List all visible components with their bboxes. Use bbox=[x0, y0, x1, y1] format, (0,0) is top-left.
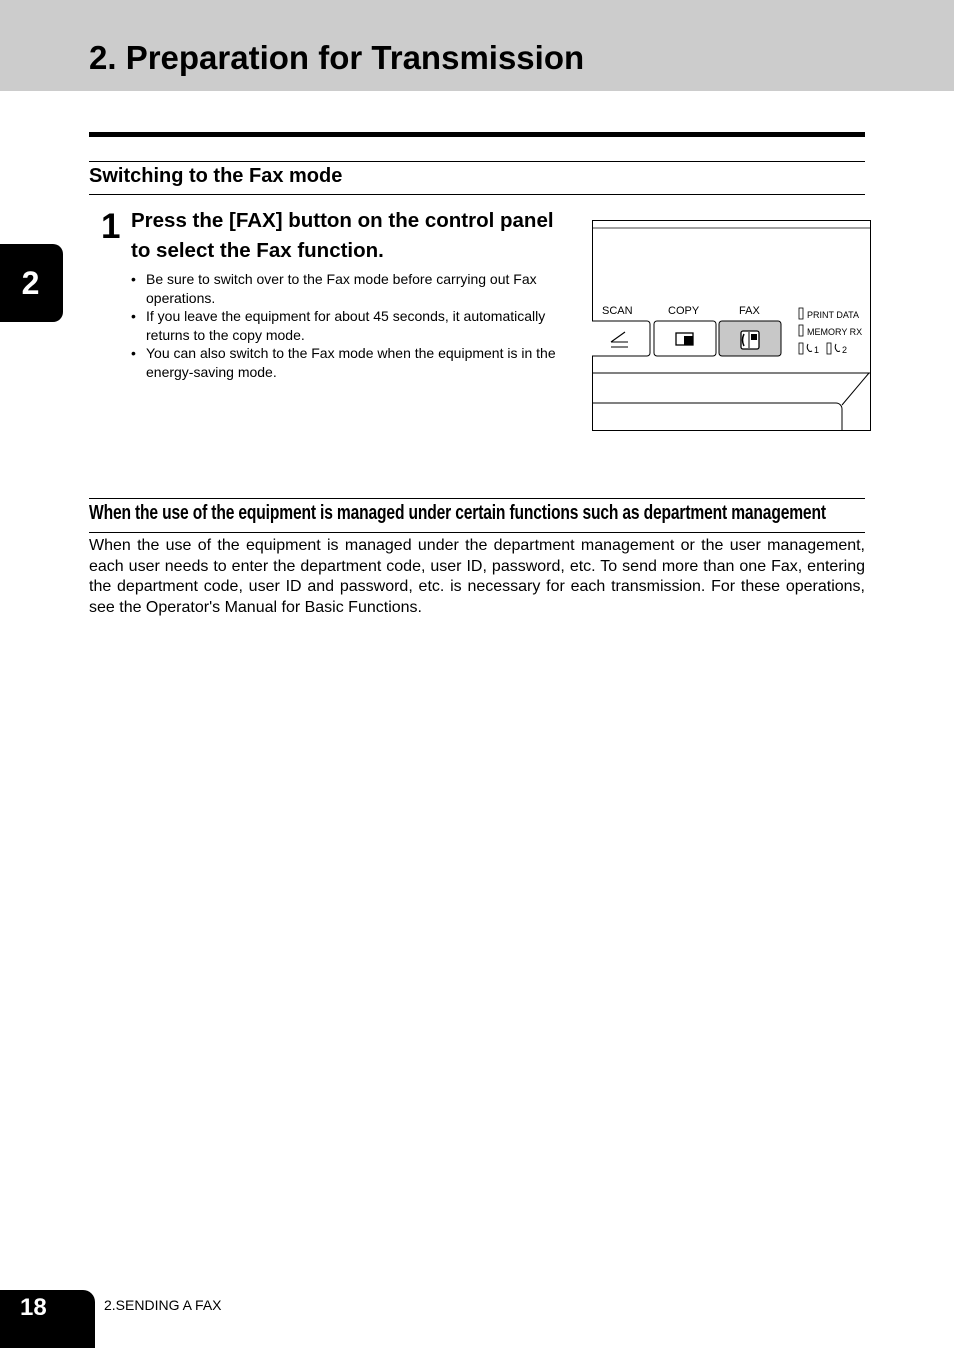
step-number: 1 bbox=[101, 207, 121, 246]
print-data-label: PRINT DATA bbox=[807, 310, 860, 320]
copy-icon bbox=[676, 333, 693, 345]
step-bullet-list bbox=[131, 270, 577, 382]
scan-label: SCAN bbox=[602, 305, 633, 317]
step-bullet: • If you leave the equipment for about 45 seconds, it automatically returns to the copy mode. bbox=[131, 307, 577, 344]
step-bullet: • You can also switch to the Fax mode when the equipment is in the energy-saving mode. bbox=[131, 344, 577, 381]
step-title: Press the [FAX] button on the control panel to select the Fax function. bbox=[131, 209, 554, 262]
line1-label: 1 bbox=[814, 345, 820, 355]
copy-label: COPY bbox=[668, 305, 700, 317]
fax-icon bbox=[741, 331, 759, 349]
step-bullet: • Be sure to switch over to the Fax mode before carrying out Fax operations. bbox=[131, 270, 577, 307]
chapter-tab: 2 bbox=[0, 244, 63, 322]
subsection-title: When the use of the equipment is managed under certain functions such as department management bbox=[89, 502, 826, 524]
page-number: 18 bbox=[0, 1290, 95, 1348]
fax-label: FAX bbox=[739, 305, 760, 317]
subsection-rule-bottom bbox=[89, 532, 865, 533]
memory-rx-label: MEMORY RX bbox=[807, 327, 863, 337]
section-title: Switching to the Fax mode bbox=[89, 165, 343, 187]
scan-button[interactable] bbox=[592, 321, 650, 356]
control-panel-figure bbox=[592, 220, 871, 431]
fax-button[interactable] bbox=[719, 321, 781, 356]
copy-button[interactable] bbox=[654, 321, 716, 356]
line2-label: 2 bbox=[842, 345, 848, 355]
page-title: 2. Preparation for Transmission bbox=[89, 39, 585, 76]
footer-section-label: 2.SENDING A FAX bbox=[104, 1297, 222, 1313]
subsection-body: When the use of the equipment is managed under the department management or the user management, each user needs to enter the department code, user ID, password, etc. To send more than one Fax, entering the department code, user ID and password, etc. is necessary for each transmission. For these operations, see the Operator's Manual for Basic Functions. bbox=[89, 537, 865, 616]
subsection-rule-top bbox=[89, 498, 865, 499]
section-rule-bottom bbox=[89, 194, 865, 195]
section-rule-top bbox=[89, 161, 865, 162]
section-divider-thick bbox=[89, 132, 865, 137]
